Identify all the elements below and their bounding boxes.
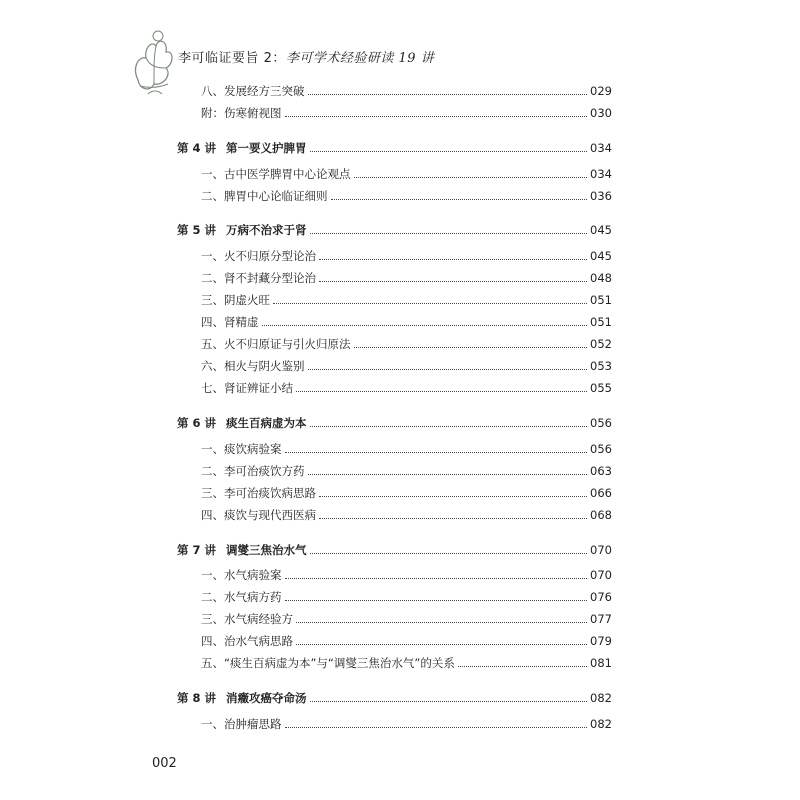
entry-title: 一、水气病验案 xyxy=(201,568,282,582)
toc-item-row[interactable] xyxy=(201,711,612,731)
section-title: 调燮三焦治水气 xyxy=(226,543,307,557)
page-ref: 034 xyxy=(590,167,612,181)
section-title: 消癥攻癌夺命汤 xyxy=(226,691,307,705)
toc-item-row[interactable] xyxy=(201,331,612,351)
entry-title: 一、古中医学脾胃中心论观点 xyxy=(201,167,351,181)
entry-title: 四、肾精虚 xyxy=(201,315,259,329)
toc-item-row[interactable] xyxy=(201,650,612,670)
lecture-number: 第 6 讲 xyxy=(177,416,217,430)
page-ref: 063 xyxy=(590,464,612,478)
page-ref: 066 xyxy=(590,486,612,500)
dot-leader xyxy=(296,643,587,645)
toc-item-row[interactable] xyxy=(201,584,612,604)
section-title: 第一要义护脾胃 xyxy=(226,141,307,155)
book-subtitle: 李可学术经验研读 19 讲 xyxy=(285,51,435,66)
page-ref: 045 xyxy=(590,223,612,237)
toc-item-row[interactable] xyxy=(201,480,612,500)
toc-item-row[interactable] xyxy=(201,436,612,456)
page-ref: 056 xyxy=(590,416,612,430)
entry-title: 二、脾胃中心论临证细则 xyxy=(201,189,328,203)
section-title: 痰生百病虚为本 xyxy=(226,416,307,430)
entry-title: 七、肾证辨证小结 xyxy=(201,381,293,395)
toc-item-row[interactable] xyxy=(201,78,612,98)
page-ref: 036 xyxy=(590,189,612,203)
page-ref: 070 xyxy=(590,568,612,582)
dot-leader xyxy=(354,346,588,348)
dot-leader xyxy=(296,390,587,392)
toc-item-row[interactable] xyxy=(201,265,612,285)
page-ref: 029 xyxy=(590,84,612,98)
entry-title: 二、水气病方药 xyxy=(201,590,282,604)
entry-title: 一、火不归原分型论治 xyxy=(201,249,316,263)
dot-leader xyxy=(319,258,587,260)
page-ref: 076 xyxy=(590,590,612,604)
toc-item-row[interactable] xyxy=(201,628,612,648)
toc-item-row[interactable] xyxy=(201,243,612,263)
entry-title: 五、“痰生百病虚为本”与“调燮三焦治水气”的关系 xyxy=(201,656,455,670)
entry-title: 四、治水气病思路 xyxy=(201,634,293,648)
entry-title: 八、发展经方三突破 xyxy=(201,84,305,98)
lecture-number: 第 4 讲 xyxy=(177,141,217,155)
toc-item-row[interactable] xyxy=(201,353,612,373)
toc-section-row[interactable] xyxy=(177,135,612,155)
page-ref: 056 xyxy=(590,442,612,456)
dot-leader xyxy=(308,93,588,95)
page-ref: 082 xyxy=(590,717,612,731)
section-title: 万病不治求于肾 xyxy=(226,223,307,237)
toc-section-row[interactable] xyxy=(177,410,612,430)
toc-item-row[interactable] xyxy=(201,309,612,329)
dot-leader xyxy=(285,577,588,579)
entry-title: 附：伤寒俯视图 xyxy=(201,106,282,120)
page-ref: 081 xyxy=(590,656,612,670)
page-ref: 082 xyxy=(590,691,612,705)
page-ref: 077 xyxy=(590,612,612,626)
toc-item-row[interactable] xyxy=(201,183,612,203)
toc-item-row[interactable] xyxy=(201,606,612,626)
entry-title: 三、李可治痰饮病思路 xyxy=(201,486,316,500)
entry-title: 四、痰饮与现代西医病 xyxy=(201,508,316,522)
dot-leader xyxy=(354,176,588,178)
dot-leader xyxy=(319,517,587,519)
dot-leader xyxy=(285,726,588,728)
toc-item-row[interactable] xyxy=(201,502,612,522)
page-ref: 068 xyxy=(590,508,612,522)
dot-leader xyxy=(310,425,588,427)
toc-item-row[interactable] xyxy=(201,562,612,582)
entry-title: 三、水气病经验方 xyxy=(201,612,293,626)
toc-section-row[interactable] xyxy=(177,537,612,557)
entry-title: 二、李可治痰饮方药 xyxy=(201,464,305,478)
dot-leader xyxy=(310,150,588,152)
dot-leader xyxy=(319,495,587,497)
dot-leader xyxy=(308,473,588,475)
page-number: 002 xyxy=(152,756,177,771)
book-title: 李可临证要旨 2： xyxy=(178,51,286,66)
toc-item-row[interactable] xyxy=(201,100,612,120)
dot-leader xyxy=(273,302,587,304)
entry-title: 五、火不归原证与引火归原法 xyxy=(201,337,351,351)
dot-leader xyxy=(319,280,587,282)
dot-leader xyxy=(331,198,588,200)
page-ref: 034 xyxy=(590,141,612,155)
page-ref: 055 xyxy=(590,381,612,395)
entry-title: 一、痰饮病验案 xyxy=(201,442,282,456)
dot-leader xyxy=(310,700,588,702)
page-ref: 051 xyxy=(590,293,612,307)
entry-title: 一、治肿瘤思路 xyxy=(201,717,282,731)
lecture-number: 第 8 讲 xyxy=(177,691,217,705)
lecture-number: 第 5 讲 xyxy=(177,223,217,237)
page-ref: 030 xyxy=(590,106,612,120)
dot-leader xyxy=(262,324,588,326)
toc-item-row[interactable] xyxy=(201,375,612,395)
dot-leader xyxy=(285,115,588,117)
entry-title: 三、阴虚火旺 xyxy=(201,293,270,307)
dot-leader xyxy=(310,552,588,554)
entry-title: 六、相火与阴火鉴别 xyxy=(201,359,305,373)
entry-title: 二、肾不封藏分型论治 xyxy=(201,271,316,285)
page-ref: 052 xyxy=(590,337,612,351)
page-ref: 070 xyxy=(590,543,612,557)
dot-leader xyxy=(296,621,587,623)
toc-item-row[interactable] xyxy=(201,161,612,181)
page-ref: 053 xyxy=(590,359,612,373)
dot-leader xyxy=(310,232,588,234)
toc-item-row[interactable] xyxy=(201,458,612,478)
dot-leader xyxy=(285,451,588,453)
lecture-number: 第 7 讲 xyxy=(177,543,217,557)
page-ref: 079 xyxy=(590,634,612,648)
toc-item-row[interactable] xyxy=(201,287,612,307)
dot-leader xyxy=(285,599,588,601)
dot-leader xyxy=(308,368,588,370)
page-ref: 045 xyxy=(590,249,612,263)
toc-section-row[interactable] xyxy=(177,685,612,705)
page-ref: 048 xyxy=(590,271,612,285)
page-ref: 051 xyxy=(590,315,612,329)
toc-section-row[interactable] xyxy=(177,217,612,237)
dot-leader xyxy=(458,665,587,667)
